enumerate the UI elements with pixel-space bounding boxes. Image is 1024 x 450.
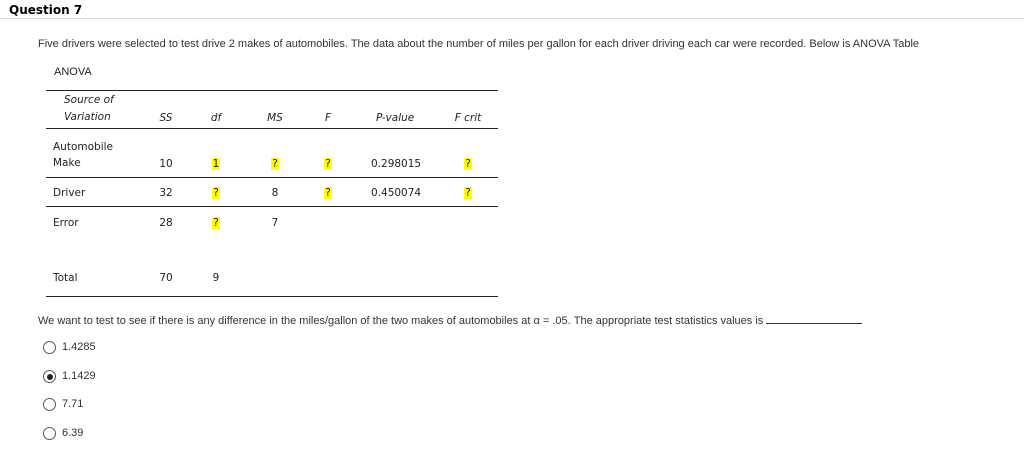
table-cell-f: ? bbox=[325, 158, 331, 170]
answer-option-label: 7.71 bbox=[62, 398, 84, 410]
radio-button[interactable] bbox=[43, 398, 56, 411]
header-df: df bbox=[210, 112, 222, 124]
answer-option-label: 6.39 bbox=[62, 427, 84, 439]
row-source-automobile: Automobile bbox=[53, 141, 113, 153]
table-cell-fcrit: ? bbox=[465, 158, 471, 170]
radio-button[interactable] bbox=[43, 341, 56, 354]
table-cell-df: 9 bbox=[212, 272, 220, 284]
radio-button[interactable] bbox=[43, 427, 56, 440]
question-prompt bbox=[38, 313, 862, 327]
table-cell-ss: 10 bbox=[159, 158, 173, 170]
header-fcrit: F crit bbox=[454, 112, 482, 124]
table-cell-ss: 32 bbox=[159, 187, 173, 199]
anova-title: ANOVA bbox=[54, 66, 92, 78]
table-cell-ms: ? bbox=[272, 158, 278, 170]
table-cell-pvalue: 0.298015 bbox=[371, 158, 422, 170]
anova-table bbox=[46, 90, 498, 298]
row-source-error: Error bbox=[53, 217, 79, 229]
row-rule bbox=[46, 177, 498, 178]
table-cell-ms: 7 bbox=[271, 217, 279, 229]
table-cell-ss: 70 bbox=[159, 272, 173, 284]
header-bottom-rule bbox=[46, 128, 498, 129]
header-ss: SS bbox=[159, 112, 173, 124]
header-source-line1: Source of bbox=[64, 94, 114, 106]
header-f: F bbox=[324, 112, 332, 124]
table-cell-pvalue: 0.450074 bbox=[371, 187, 422, 199]
answer-option-label: 1.4285 bbox=[62, 341, 96, 353]
row-source-driver: Driver bbox=[53, 187, 86, 199]
answer-option-label: 1.1429 bbox=[62, 370, 96, 382]
header-pvalue: P-value bbox=[376, 112, 415, 124]
radio-button-selected[interactable] bbox=[43, 370, 56, 383]
table-cell-f: ? bbox=[325, 187, 331, 199]
table-bottom-rule bbox=[46, 296, 498, 297]
question-prompt-text: We want to test to see if there is any difference in the miles/gallon of the two makes of automobiles at α = .05. The appropriate test statistics values is bbox=[38, 315, 764, 327]
table-cell-ms: 8 bbox=[271, 187, 279, 199]
row-source-total: Total bbox=[53, 272, 78, 284]
table-cell-df: ? bbox=[213, 217, 219, 229]
answer-blank bbox=[766, 313, 862, 324]
table-top-rule bbox=[46, 90, 498, 91]
question-intro: Five drivers were selected to test drive 2 makes of automobiles. The data about the number of miles per gallon for each driver driving each car were recorded. Below is ANOVA Table bbox=[38, 38, 920, 50]
header-source-line2: Variation bbox=[64, 111, 111, 123]
row-source-make: Make bbox=[53, 157, 81, 169]
header-divider bbox=[0, 18, 1024, 19]
row-rule bbox=[46, 206, 498, 207]
table-cell-df: ? bbox=[213, 187, 219, 199]
table-cell-fcrit: ? bbox=[465, 187, 471, 199]
table-cell-ss: 28 bbox=[159, 217, 173, 229]
table-cell-df: 1 bbox=[212, 158, 220, 170]
header-ms: MS bbox=[267, 112, 283, 124]
question-title: Question 7 bbox=[9, 3, 83, 17]
